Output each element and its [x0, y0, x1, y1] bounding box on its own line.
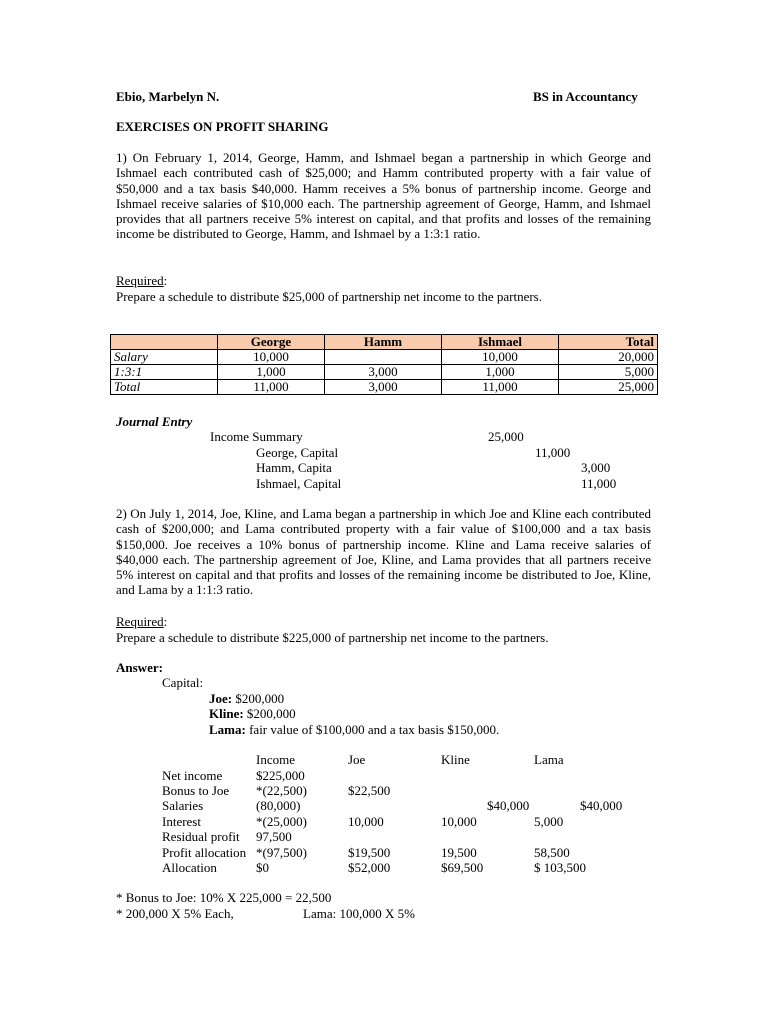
journal-credit: 11,000 — [535, 445, 571, 460]
table-row — [111, 380, 658, 395]
journal-entry-title: Journal Entry — [116, 414, 193, 429]
schedule-income: *(25,000) — [256, 814, 307, 829]
program-name: BS in Accountancy — [533, 89, 638, 104]
journal-debit: 25,000 — [488, 429, 524, 444]
schedule-lama: 5,000 — [534, 814, 564, 829]
table-row — [111, 365, 658, 380]
table-cell: 10,000 — [218, 350, 325, 365]
table-cell: 5,000 — [559, 365, 658, 380]
schedule-row-label: Allocation — [162, 860, 217, 875]
schedule-income: *(97,500) — [256, 845, 307, 860]
exercise-2-required-text: Prepare a schedule to distribute $225,000 of partnership net income to the partners. — [116, 630, 549, 645]
schedule-joe: $52,000 — [348, 860, 391, 875]
table-cell: 3,000 — [325, 365, 442, 380]
schedule-kline: $40,000 — [487, 798, 530, 813]
schedule-header-joe: Joe — [348, 752, 366, 767]
document-title: EXERCISES ON PROFIT SHARING — [116, 119, 329, 134]
schedule-row-label: Profit allocation — [162, 845, 247, 860]
schedule-row-label: Bonus to Joe — [162, 783, 230, 798]
schedule-income: $225,000 — [256, 768, 305, 783]
table-header-row — [111, 335, 658, 350]
profit-distribution-table — [110, 334, 658, 395]
table-row — [111, 350, 658, 365]
header-cell: George — [218, 335, 325, 350]
footnote-interest: * 200,000 X 5% Each, — [116, 906, 234, 921]
exercise-1-required-text: Prepare a schedule to distribute $25,000 of partnership net income to the partners. — [116, 289, 542, 304]
schedule-row-label: Residual profit — [162, 829, 240, 844]
answer-label: Answer: — [116, 660, 163, 675]
header-cell: Hamm — [325, 335, 442, 350]
header-cell: Ishmael — [442, 335, 559, 350]
schedule-kline: 19,500 — [441, 845, 477, 860]
capital-lama: Lama: fair value of $100,000 and a tax basis $150,000. — [209, 722, 500, 737]
schedule-header-kline: Kline — [441, 752, 470, 767]
table-cell: 20,000 — [559, 350, 658, 365]
journal-credit: 3,000 — [581, 460, 611, 475]
schedule-lama: $40,000 — [580, 798, 623, 813]
schedule-row-label: Interest — [162, 814, 201, 829]
table-cell — [325, 350, 442, 365]
schedule-kline: 10,000 — [441, 814, 477, 829]
footnote-lama: Lama: 100,000 X 5% — [303, 906, 415, 921]
capital-label: Capital: — [162, 675, 204, 690]
schedule-lama: $ 103,500 — [534, 860, 586, 875]
exercise-2-paragraph: 2) On July 1, 2014, Joe, Kline, and Lama began a partnership in which Joe and Kline each contributed cash of $200,000; and Lama contributed property with a fair value of $100,000 and a tax basis $150,000. Joe receives a 10% bonus of partnership income. Kline and Lama receive salaries of $40,000 each. The partnership agreement of Joe, Kline, and Lama provides that all partners receive 5% interest on capital and that profits and losses of the remaining income be distributed to Joe, Kline, and Lama by a 1:1:3 ratio. — [116, 506, 651, 598]
schedule-kline: $69,500 — [441, 860, 484, 875]
exercise-1-paragraph: 1) On February 1, 2014, George, Hamm, and Ishmael began a partnership in which George and Ishmael each contributed cash of $25,000; and Hamm contributed property with a fair value of $50,000 and a tax basis $40,000. Hamm receives a 5% bonus of partnership income. George and Ishmael receive salaries of $10,000 each. The partnership agreement of George, Hamm, and Ishmael provides that all partners receive 5% interest on capital, and that profits and losses of the remaining income be distributed to George, Hamm, and Ishmael by a 1:3:1 ratio. — [116, 150, 651, 242]
schedule-joe: $19,500 — [348, 845, 391, 860]
exercise-2-required: Required: — [116, 614, 168, 629]
table-cell: Salary — [111, 350, 218, 365]
table-cell: 25,000 — [559, 380, 658, 395]
table-cell: 1,000 — [442, 365, 559, 380]
schedule-row-label: Net income — [162, 768, 223, 783]
table-cell: 11,000 — [442, 380, 559, 395]
header-cell: Total — [559, 335, 658, 350]
schedule-income: *(22,500) — [256, 783, 307, 798]
schedule-income: $0 — [256, 860, 269, 875]
journal-account: Income Summary — [210, 429, 303, 444]
journal-account: Ishmael, Capital — [256, 476, 342, 491]
journal-credit: 11,000 — [581, 476, 617, 491]
schedule-income: (80,000) — [256, 798, 301, 813]
schedule-lama: 58,500 — [534, 845, 570, 860]
table-cell: 10,000 — [442, 350, 559, 365]
header-cell — [111, 335, 218, 350]
journal-account: George, Capital — [256, 445, 339, 460]
table-cell: 3,000 — [325, 380, 442, 395]
student-name: Ebio, Marbelyn N. — [116, 89, 220, 104]
exercise-1-required: Required: — [116, 273, 168, 288]
schedule-joe: 10,000 — [348, 814, 384, 829]
schedule-income: 97,500 — [256, 829, 292, 844]
table-cell: 1,000 — [218, 365, 325, 380]
footnote-bonus: * Bonus to Joe: 10% X 225,000 = 22,500 — [116, 890, 332, 905]
table-cell: 1:3:1 — [111, 365, 218, 380]
journal-account: Hamm, Capita — [256, 460, 332, 475]
table-cell: 11,000 — [218, 380, 325, 395]
schedule-row-label: Salaries — [162, 798, 204, 813]
capital-joe: Joe: $200,000 — [209, 691, 285, 706]
schedule-joe: $22,500 — [348, 783, 391, 798]
schedule-header-income: Income — [256, 752, 295, 767]
capital-kline: Kline: $200,000 — [209, 706, 296, 721]
table-cell: Total — [111, 380, 218, 395]
schedule-header-lama: Lama — [534, 752, 564, 767]
